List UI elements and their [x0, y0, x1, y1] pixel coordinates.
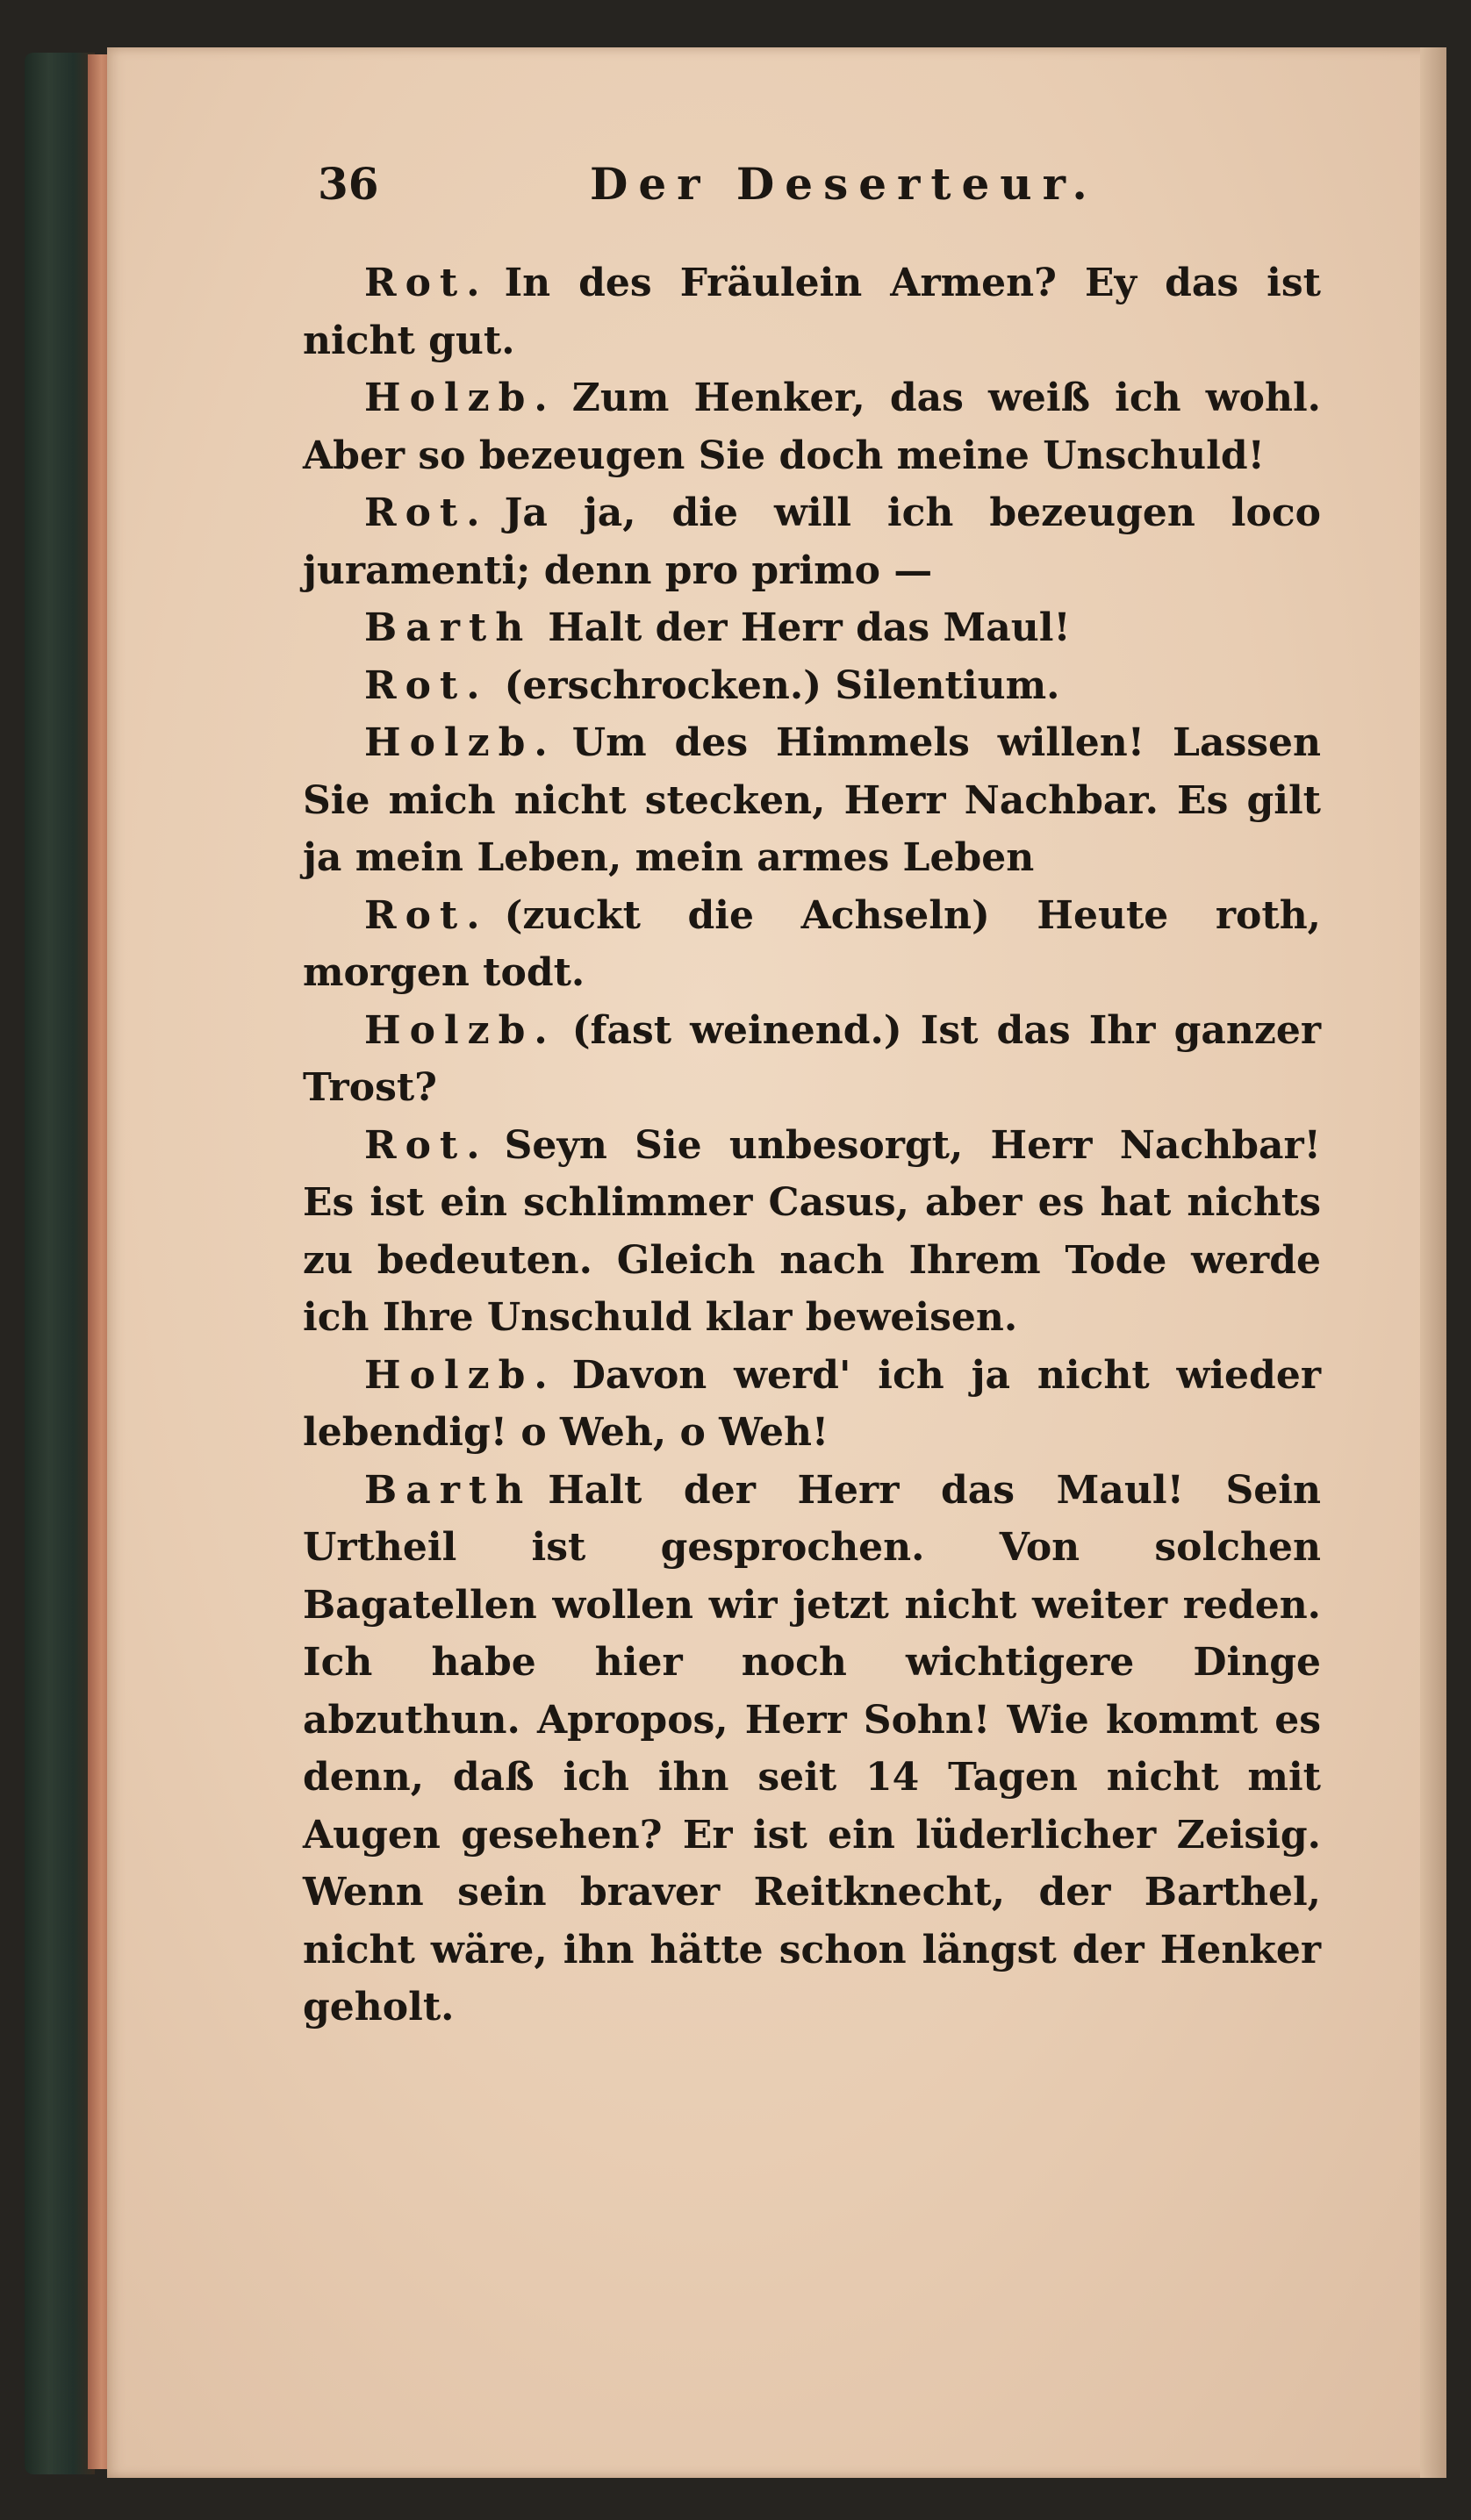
speaker-name: Rot. [364, 892, 489, 938]
speech-paragraph [303, 254, 1321, 369]
speaker-name: Rot. [364, 261, 489, 305]
speaker-name: Rot. [364, 490, 489, 535]
running-header [318, 158, 1108, 219]
book-cover-spine [25, 53, 95, 2474]
speech-text: Halt der Herr das Maul! [548, 605, 1071, 650]
speaker-name: Holzb. [364, 1352, 556, 1398]
speech-text: Seyn Sie unbesorgt, Herr Nachbar! Es ist ein schlimmer Casus, aber es hat nichts zu bedeuten. Gleich nach Ihrem Tode werde ich Ihre Unschuld klar beweisen. [303, 1122, 1321, 1340]
speech-paragraph [303, 369, 1321, 484]
speech-paragraph [303, 599, 1321, 657]
speech-text: Um des Himmels willen! Lassen Sie mich nicht stecken, Herr Nachbar. Es gilt ja mein Leben, mein armes Leben [303, 720, 1321, 880]
speech-text: (fast weinend.) Ist das Ihr ganzer Trost? [303, 1007, 1321, 1110]
speech-text: Davon werd' ich ja nicht wieder lebendig! o Weh, o Weh! [303, 1352, 1321, 1455]
speech-text: Halt der Herr das Maul! Sein Urtheil ist gesprochen. Von solchen Bagatellen wollen wir jetzt nicht weiter reden. Ich habe hier noch wichtigere Dinge abzuthun. Apropos, Herr Sohn! Wie kommt es denn, daß ich ihn seit 14 Tagen nicht mit Augen gesehen? Er ist ein lüderlicher Zeisig. Wenn sein braver Reitknecht, der Barthel, nicht wäre, ihn hätte schon längst der Henker geholt. [303, 1467, 1321, 2030]
speech-paragraph [303, 1117, 1321, 1347]
running-title: Der Deserteur. [590, 158, 1098, 210]
page-number: 36 [318, 158, 379, 210]
speech-paragraph [303, 887, 1321, 1002]
speech-paragraph [303, 484, 1321, 599]
speech-text: In des Fräulein Armen? Ey das ist nicht gut. [303, 261, 1321, 363]
speech-text: (erschrocken.) Silentium. [504, 662, 1060, 708]
speech-paragraph [303, 1002, 1321, 1117]
speaker-name: Barth [364, 1467, 533, 1513]
speech-paragraph [303, 714, 1321, 887]
speaker-name: Barth [364, 605, 533, 650]
speaker-name: Rot. [364, 1122, 489, 1168]
speech-text: (zuckt die Achseln) Heute roth, morgen todt. [303, 892, 1321, 995]
speech-paragraph [303, 657, 1321, 715]
speech-paragraph [303, 1347, 1321, 1462]
speaker-name: Holzb. [364, 1007, 556, 1053]
play-text [303, 254, 1321, 2037]
speaker-name: Holzb. [364, 376, 556, 420]
speaker-name: Rot. [364, 662, 489, 708]
speech-text: Ja ja, die will ich bezeugen loco juramenti; denn pro primo — [303, 490, 1321, 593]
speaker-name: Holzb. [364, 720, 556, 765]
speech-paragraph [303, 1462, 1321, 2037]
page-gutter [1420, 47, 1446, 2478]
speech-text: Zum Henker, das weiß ich wohl. Aber so bezeugen Sie doch meine Unschuld! [303, 376, 1321, 478]
